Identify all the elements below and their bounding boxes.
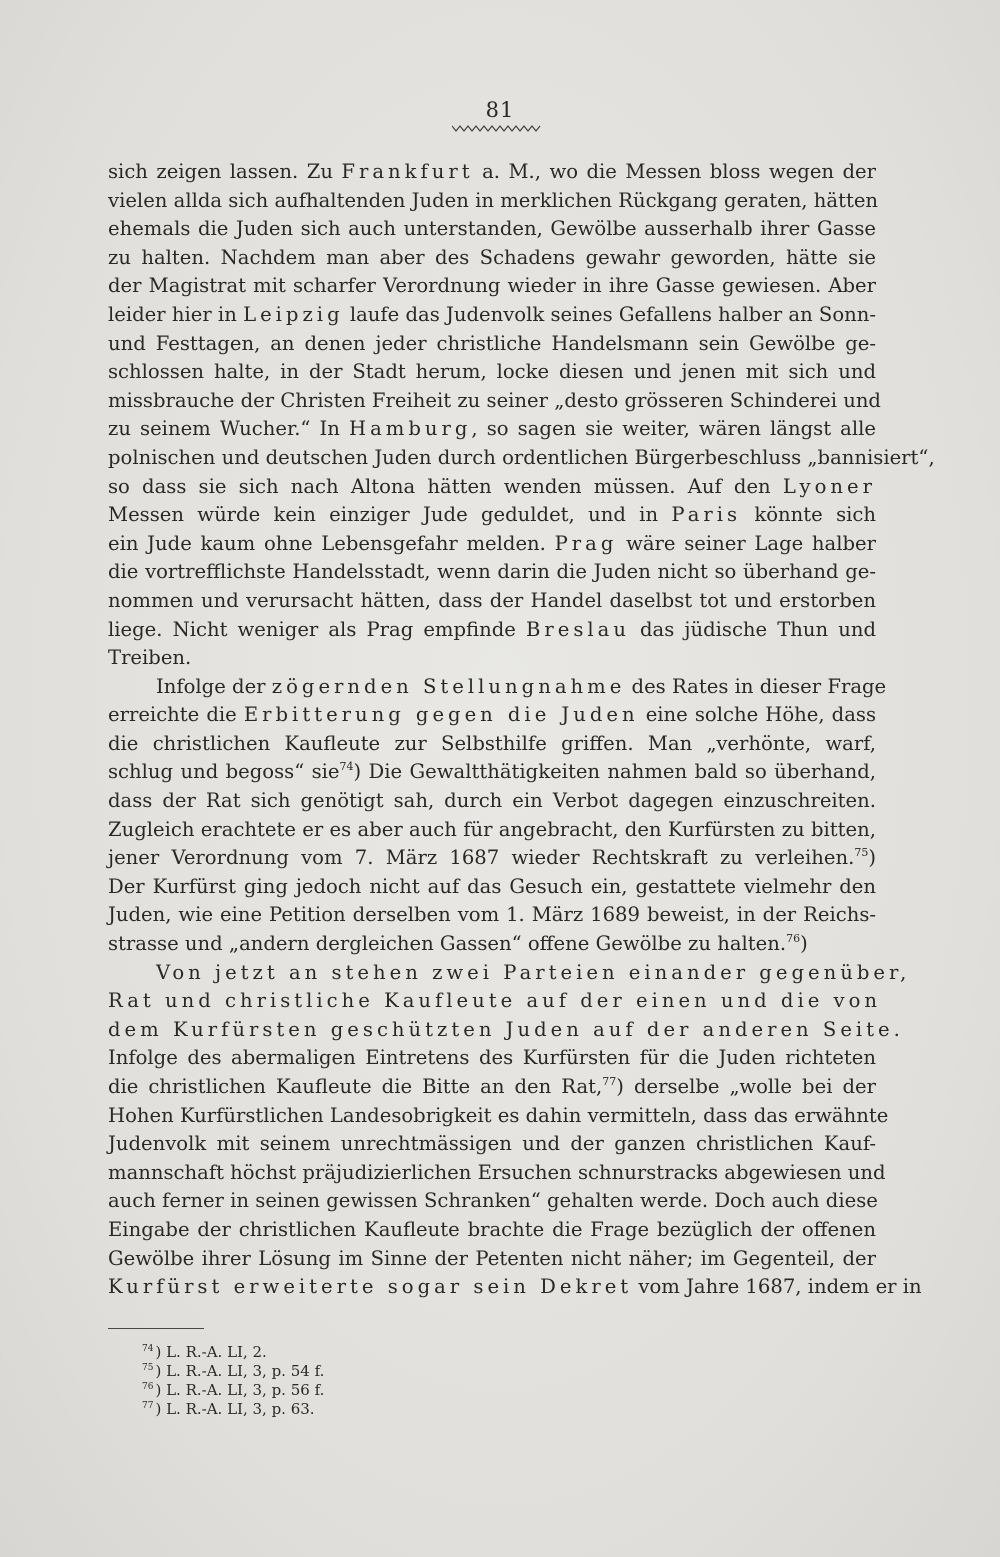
text-run: wäre seiner Lage halber <box>617 531 876 555</box>
text-run: das jüdische Thun und <box>629 617 876 641</box>
footnotes <box>142 1343 324 1419</box>
text-run: strasse und „andern dergleichen Gassen“ offene Gewölbe zu halten. <box>108 932 787 956</box>
text-line <box>108 272 876 301</box>
text-line <box>108 1073 876 1102</box>
text-run: Messen würde kein einziger Jude geduldet, und in <box>108 503 672 527</box>
spaced-emphasis: Prag <box>554 531 618 555</box>
text-run: so dass sie sich nach Altona hätten wenden müssen. Auf den <box>108 474 783 498</box>
footnote-number: 74 <box>142 1344 154 1354</box>
text-line <box>108 387 881 416</box>
text-line <box>108 987 882 1016</box>
text-line <box>108 644 876 673</box>
footnote-number: 75 <box>142 1363 154 1373</box>
footnote-text: ) L. R.-A. LI, 3, p. 63. <box>155 1400 315 1418</box>
text-run: Zugleich erachtete er es aber auch für angebracht, den Kurfürsten zu bitten, <box>108 817 876 841</box>
text-line <box>108 1130 876 1159</box>
wavy-ornament <box>452 122 544 134</box>
text-line <box>108 787 876 816</box>
text-run: ) <box>868 846 876 870</box>
text-run: Infolge des abermaligen Eintretens des Kurfürsten für die Juden richteten <box>108 1046 876 1070</box>
spaced-emphasis: Rat und christliche Kaufleute auf der einen und die von <box>108 989 882 1013</box>
text-run: schlossen halte, in der Stadt herum, locke diesen und jenen mit sich und <box>108 360 876 384</box>
text-line <box>108 730 876 759</box>
text-line <box>108 415 876 444</box>
text-run: nommen und verursacht hätten, dass der Handel daselbst tot und erstorben <box>108 588 876 612</box>
text-run: laufe das Judenvolk seines Gefallens halber an Sonn- <box>343 302 877 326</box>
text-run: zu halten. Nachdem man aber des Schadens gewahr geworden, hätte sie <box>108 245 876 269</box>
text-run: Judenvolk mit seinem unrechtmässigen und der ganzen christlichen Kauf- <box>108 1132 876 1156</box>
footnote-text: ) L. R.-A. LI, 3, p. 54 f. <box>155 1362 325 1380</box>
text-run: Der Kurfürst ging jedoch nicht auf das Gesuch ein, gestattete vielmehr den <box>108 874 876 898</box>
text-run: Hohen Kurfürstlichen Landesobrigkeit es dahin vermitteln, dass das erwähnte <box>108 1103 889 1127</box>
text-line <box>108 1159 886 1188</box>
spaced-emphasis: Erbitterung gegen die Juden <box>243 703 639 727</box>
text-run: a. M., wo die Messen bloss wegen der <box>473 160 876 183</box>
text-run: Treiben. <box>108 646 192 670</box>
text-run: der Magistrat mit scharfer Verordnung wieder in ihre Gasse gewiesen. Aber <box>108 274 876 298</box>
footnote-text: ) L. R.-A. LI, 2. <box>155 1343 267 1361</box>
text-line <box>108 358 876 387</box>
text-line <box>108 158 876 187</box>
text-run: zu seinem Wucher.“ In <box>108 417 349 441</box>
footnote-number: 77 <box>142 1401 154 1411</box>
text-run: ein Jude kaum ohne Lebensgefahr melden. <box>108 531 555 555</box>
text-line <box>108 301 876 330</box>
text-line <box>108 1187 876 1216</box>
body-text <box>108 158 935 1302</box>
text-line <box>108 244 876 273</box>
text-line <box>108 873 876 902</box>
text-line <box>108 444 935 473</box>
spaced-emphasis: dem Kurfürsten geschützten Juden auf der anderen Seite. <box>108 1017 904 1041</box>
footnote-ref: 75 <box>854 846 869 860</box>
text-line <box>108 473 876 502</box>
text-run: Infolge der <box>156 674 272 698</box>
spaced-emphasis: Paris <box>671 503 742 527</box>
text-line <box>108 1102 889 1131</box>
text-line <box>108 330 876 359</box>
footnote <box>142 1381 324 1400</box>
text-line <box>108 1245 876 1274</box>
footnote-ref: 76 <box>786 932 801 946</box>
text-run: vom Jahre 1687, indem er in <box>632 1275 922 1299</box>
spaced-emphasis: Lyoner <box>782 474 876 498</box>
text-line <box>108 1016 904 1045</box>
text-run: die christlichen Kaufleute die Bitte an den Rat, <box>108 1075 603 1098</box>
footnote-ref: 77 <box>602 1075 617 1088</box>
text-line <box>108 901 876 930</box>
spaced-emphasis: Breslau <box>525 617 630 641</box>
text-run: auch ferner in seinen gewissen Schranken“ gehalten werde. Doch auch diese <box>108 1189 878 1213</box>
text-line <box>108 1216 876 1245</box>
text-line <box>108 558 876 587</box>
text-run: ) <box>800 932 808 956</box>
text-run: leider hier in <box>108 302 244 326</box>
spaced-emphasis: Frankfurt <box>341 160 474 183</box>
text-line <box>108 501 876 530</box>
text-run: schlug und begoss“ sie <box>108 760 340 784</box>
text-run: ehemals die Juden sich auch unterstanden, Gewölbe ausserhalb ihrer Gasse <box>108 217 876 241</box>
text-run: des Rates in dieser Frage <box>625 674 887 698</box>
spaced-emphasis: Von jetzt an stehen zwei Parteien einander gegenüber, <box>156 960 911 984</box>
text-run: erreichte die <box>108 703 244 727</box>
text-line <box>108 701 876 730</box>
spaced-emphasis: zögernden Stellungnahme <box>271 674 626 698</box>
text-line <box>108 673 887 702</box>
text-run: die vortrefflichste Handelsstadt, wenn darin die Juden nicht so überhand ge- <box>108 560 876 584</box>
text-line <box>108 215 876 244</box>
text-run: die christlichen Kaufleute zur Selbsthilfe griffen. Man „verhönte, warf, <box>108 731 876 755</box>
text-line <box>108 187 879 216</box>
text-run: ) Die Gewaltthätigkeiten nahmen bald so überhand, <box>353 760 876 784</box>
text-line <box>108 587 876 616</box>
text-run: ) derselbe „wolle bei der <box>616 1075 876 1098</box>
text-run: dass der Rat sich genötigt sah, durch ein Verbot dagegen einzuschreiten. <box>108 789 876 813</box>
footnote-ref: 74 <box>339 760 354 774</box>
text-run: Gewölbe ihrer Lösung im Sinne der Petenten nicht näher; im Gegenteil, der <box>108 1246 876 1270</box>
text-run: Juden, wie eine Petition derselben vom 1. März 1689 beweist, in der Reichs- <box>108 903 876 927</box>
text-run: und Festtagen, an denen jeder christliche Handelsmann sein Gewölbe ge- <box>108 331 876 355</box>
text-run: sich zeigen lassen. Zu <box>108 160 342 183</box>
text-run: polnischen und deutschen Juden durch ordentlichen Bürgerbeschluss „bannisiert“, <box>108 445 935 469</box>
text-run: vielen allda sich aufhaltenden Juden in merklichen Rückgang geraten, hätten <box>108 188 879 212</box>
text-line <box>108 844 876 873</box>
footnote-text: ) L. R.-A. LI, 3, p. 56 f. <box>155 1381 325 1399</box>
text-run: eine solche Höhe, dass <box>638 703 876 727</box>
footnote <box>142 1400 324 1419</box>
text-line <box>108 1044 876 1073</box>
text-line <box>108 616 876 645</box>
text-run: könnte sich <box>741 503 876 527</box>
text-line <box>108 816 876 845</box>
footnote <box>142 1362 324 1381</box>
text-run: Eingabe der christlichen Kaufleute brachte die Frage bezüglich der offenen <box>108 1217 876 1241</box>
text-line <box>108 530 876 559</box>
text-run: , so sagen sie weiter, wären längst alle <box>471 417 876 441</box>
spaced-emphasis: Hamburg <box>349 417 472 441</box>
text-run: jener Verordnung vom 7. März 1687 wieder Rechtskraft zu verleihen. <box>108 846 855 870</box>
page-number: 81 <box>485 98 515 122</box>
spaced-emphasis: Leipzig <box>243 302 344 326</box>
spaced-emphasis: Kurfürst erweiterte sogar sein Dekret <box>108 1275 633 1299</box>
text-line <box>108 1273 922 1302</box>
text-run: missbrauche der Christen Freiheit zu seiner „desto grösseren Schinderei und <box>108 388 881 412</box>
footnote-number: 76 <box>142 1382 154 1392</box>
text-line <box>108 758 876 787</box>
text-line <box>108 930 876 959</box>
text-run: mannschaft höchst präjudizierlichen Ersuchen schnurstracks abgewiesen und <box>108 1160 886 1184</box>
text-run: liege. Nicht weniger als Prag empfinde <box>108 617 526 641</box>
footnote <box>142 1343 324 1362</box>
text-line <box>108 959 911 988</box>
footnote-rule <box>108 1328 204 1329</box>
